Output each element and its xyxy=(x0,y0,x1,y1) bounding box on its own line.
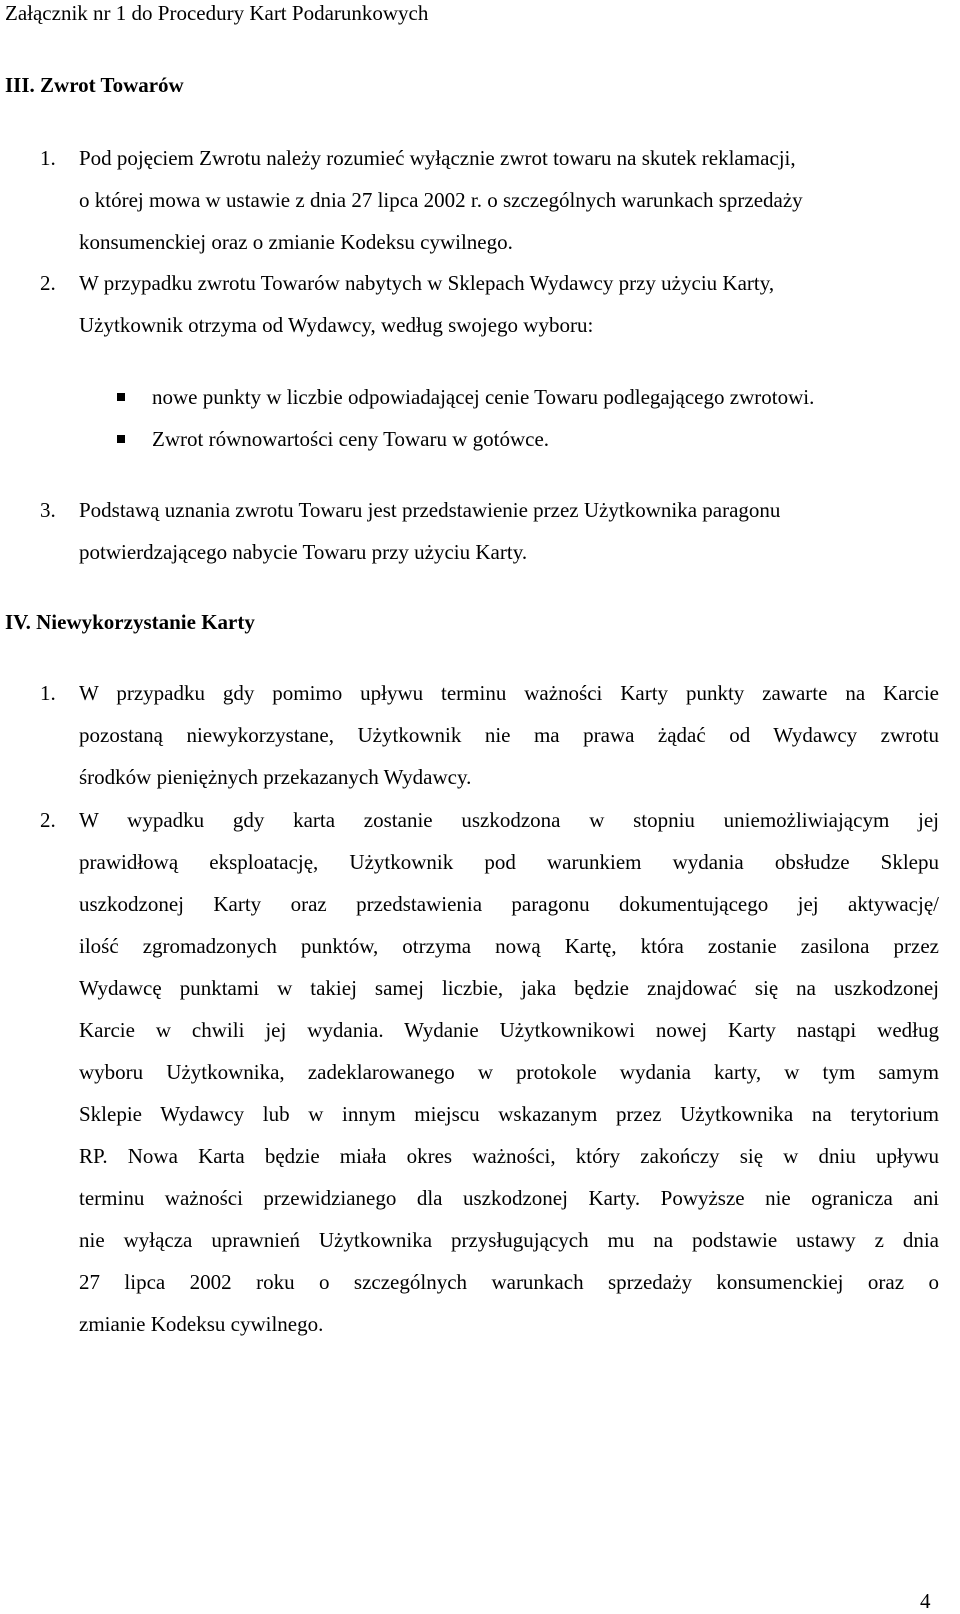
square-bullet-icon xyxy=(117,393,125,401)
item-number: 1. xyxy=(40,146,56,170)
paragraph-line: nie wyłącza uprawnień Użytkownika przysługujących mu na podstawie ustawy z dnia xyxy=(79,1228,939,1252)
paragraph-line: prawidłową eksploatację, Użytkownik pod warunkiem wydania obsłudze Sklepu xyxy=(79,850,939,874)
list-item-text: Zwrot równowartości ceny Towaru w gotówce. xyxy=(152,427,550,451)
paragraph-line: ilość zgromadzonych punktów, otrzyma nową Kartę, która zostanie zasilona przez xyxy=(79,934,939,958)
item-number: 2. xyxy=(40,808,56,832)
paragraph-line: terminu ważności przewidzianego dla uszkodzonej Karty. Powyższe nie ogranicza ani xyxy=(79,1186,939,1210)
paragraph-line: zmianie Kodeksu cywilnego. xyxy=(79,1312,324,1336)
paragraph-line: W przypadku gdy pomimo upływu terminu ważności Karty punkty zawarte na Karcie xyxy=(79,681,939,705)
paragraph-line: Pod pojęciem Zwrotu należy rozumieć wyłącznie zwrot towaru na skutek reklamacji, xyxy=(79,146,796,170)
section-heading-unused-card: IV. Niewykorzystanie Karty xyxy=(5,610,255,634)
paragraph-line: o której mowa w ustawie z dnia 27 lipca 2002 r. o szczególnych warunkach sprzedaży xyxy=(79,188,803,212)
square-bullet-icon xyxy=(117,435,125,443)
item-number: 2. xyxy=(40,271,56,295)
item-number: 3. xyxy=(40,498,56,522)
paragraph-line: RP. Nowa Karta będzie miała okres ważności, który zakończy się w dniu upływu xyxy=(79,1144,939,1168)
page-number: 4 xyxy=(920,1589,931,1613)
section-heading-returns: III. Zwrot Towarów xyxy=(5,73,184,97)
paragraph-line: pozostaną niewykorzystane, Użytkownik nie ma prawa żądać od Wydawcy zwrotu xyxy=(79,723,939,747)
paragraph-line: Karcie w chwili jej wydania. Wydanie Użytkownikowi nowej Karty nastąpi według xyxy=(79,1018,939,1042)
paragraph-line: W wypadku gdy karta zostanie uszkodzona w stopniu uniemożliwiającym jej xyxy=(79,808,939,832)
item-number: 1. xyxy=(40,681,56,705)
paragraph-line: 27 lipca 2002 roku o szczególnych warunkach sprzedaży konsumenckiej oraz o xyxy=(79,1270,939,1294)
paragraph-line: W przypadku zwrotu Towarów nabytych w Sklepach Wydawcy przy użyciu Karty, xyxy=(79,271,775,295)
list-item-text: nowe punkty w liczbie odpowiadającej cenie Towaru podlegającego zwrotowi. xyxy=(152,385,815,409)
paragraph-line: uszkodzonej Karty oraz przedstawienia paragonu dokumentującego jej aktywację/ xyxy=(79,892,939,916)
paragraph-line: środków pieniężnych przekazanych Wydawcy. xyxy=(79,765,472,789)
paragraph-line: Podstawą uznania zwrotu Towaru jest przedstawienie przez Użytkownika paragonu xyxy=(79,498,781,522)
paragraph-line: Wydawcę punktami w takiej samej liczbie, jaka będzie znajdować się na uszkodzonej xyxy=(79,976,939,1000)
paragraph-line: konsumenckiej oraz o zmianie Kodeksu cywilnego. xyxy=(79,230,513,254)
paragraph-line: Użytkownik otrzyma od Wydawcy, według swojego wyboru: xyxy=(79,313,594,337)
paragraph-line: Sklepie Wydawcy lub w innym miejscu wskazanym przez Użytkownika na terytorium xyxy=(79,1102,939,1126)
document-header: Załącznik nr 1 do Procedury Kart Podarunkowych xyxy=(5,1,429,25)
paragraph-line: wyboru Użytkownika, zadeklarowanego w protokole wydania karty, w tym samym xyxy=(79,1060,939,1084)
paragraph-line: potwierdzającego nabycie Towaru przy użyciu Karty. xyxy=(79,540,528,564)
